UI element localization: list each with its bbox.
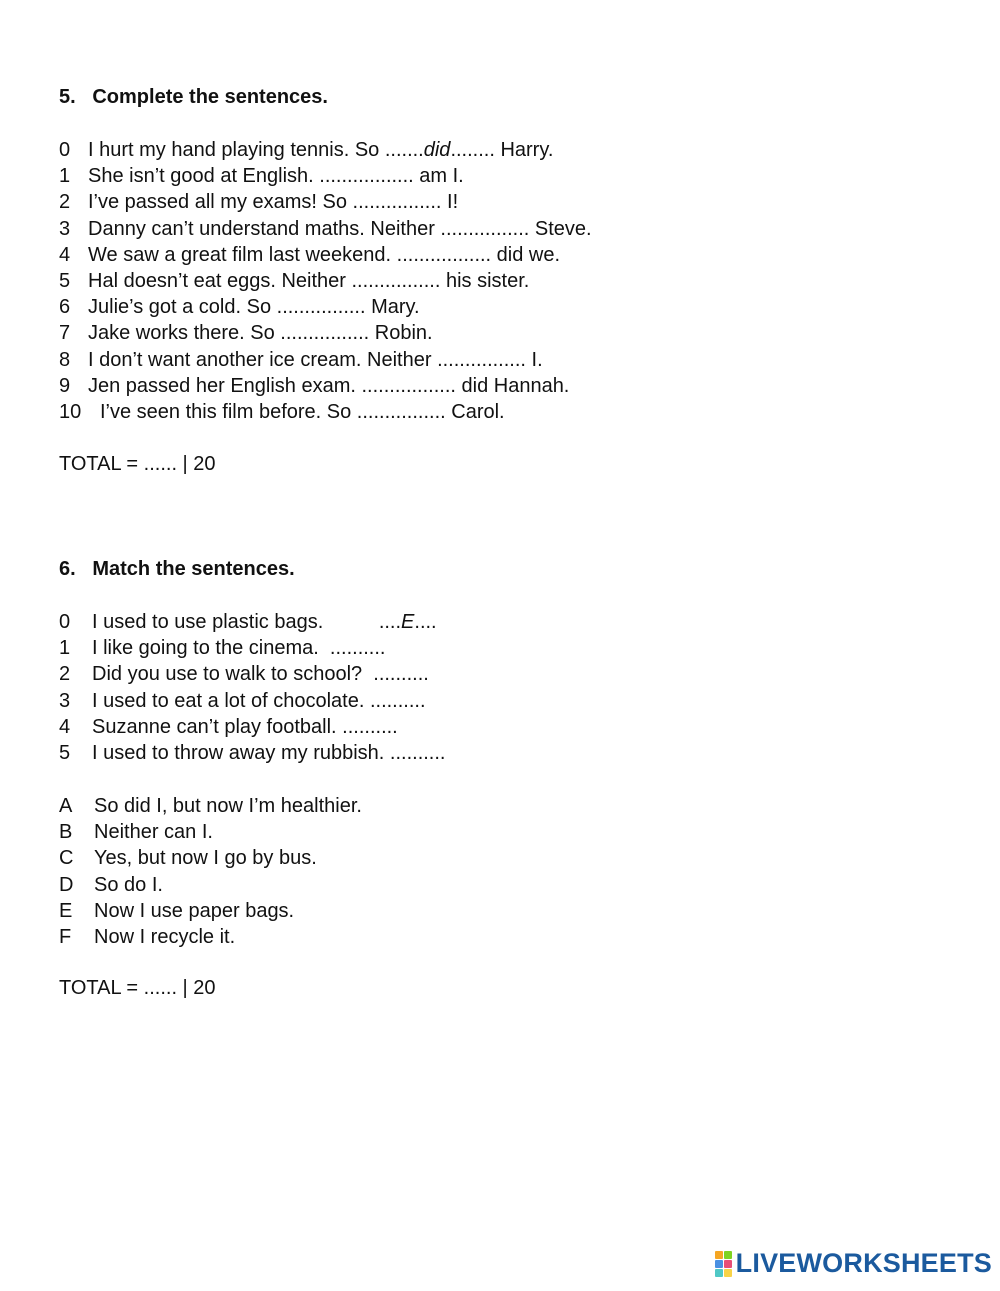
option-letter: F xyxy=(59,925,72,948)
section-5-total: TOTAL = ...... | 20 xyxy=(59,453,216,475)
option-letter: C xyxy=(59,847,74,870)
logo-block xyxy=(715,1269,723,1277)
sentence-number: 9 xyxy=(59,374,71,397)
logo-block xyxy=(715,1260,723,1268)
section-6-options-list xyxy=(59,793,362,950)
sentence-text: We saw a great film last weekend. ................. did we. xyxy=(88,243,561,266)
sentence-number: 6 xyxy=(59,296,71,319)
match-row xyxy=(59,740,445,766)
logo-block xyxy=(724,1260,732,1268)
match-text: Suzanne can’t play football. .......... xyxy=(92,715,398,738)
sentence-row xyxy=(59,320,592,346)
option-letter: D xyxy=(59,873,74,896)
match-text: Did you use to walk to school? .......... xyxy=(92,663,429,686)
match-number: 5 xyxy=(59,741,71,764)
match-row xyxy=(59,714,445,740)
sentence-number: 10 xyxy=(59,400,82,423)
sentence-row xyxy=(59,399,592,425)
sentence-text: Julie’s got a cold. So ................ Mary. xyxy=(88,296,420,319)
match-row xyxy=(59,635,445,661)
logo-text: LIVEWORKSHEETS xyxy=(735,1248,992,1278)
match-text: I like going to the cinema. .......... xyxy=(92,637,386,660)
sentence-text: I hurt my hand playing tennis. So .......did........ Harry. xyxy=(88,139,554,161)
section-5-sentence-list xyxy=(59,137,592,425)
match-text: I used to eat a lot of chocolate. .......... xyxy=(92,689,426,712)
sentence-number: 7 xyxy=(59,322,71,345)
sentence-number: 3 xyxy=(59,217,71,240)
option-letter: B xyxy=(59,821,73,844)
match-row xyxy=(59,688,445,714)
option-text: Yes, but now I go by bus. xyxy=(94,847,317,870)
sentence-number: 2 xyxy=(59,191,71,214)
option-text: Now I use paper bags. xyxy=(94,899,295,922)
sentence-row xyxy=(59,347,592,373)
section-5-heading: 5. Complete the sentences. xyxy=(59,86,328,108)
section-6-heading: 6. Match the sentences. xyxy=(59,558,295,580)
match-number: 0 xyxy=(59,611,71,633)
example-answer: E xyxy=(401,611,415,633)
sentence-row xyxy=(59,137,592,163)
sentence-row xyxy=(59,216,592,242)
sentence-text: I’ve passed all my exams! So ................ I! xyxy=(88,191,459,214)
option-letter: E xyxy=(59,899,73,922)
match-number: 1 xyxy=(59,637,71,660)
option-text: So did I, but now I’m healthier. xyxy=(94,795,362,817)
sentence-number: 1 xyxy=(59,165,71,188)
sentence-number: 0 xyxy=(59,139,71,161)
sentence-row xyxy=(59,294,592,320)
example-answer: did xyxy=(423,139,451,161)
option-text: Now I recycle it. xyxy=(94,925,236,948)
match-number: 2 xyxy=(59,663,71,686)
sentence-text: Jake works there. So ................ Robin. xyxy=(88,322,433,345)
logo-block xyxy=(715,1251,723,1259)
match-number: 4 xyxy=(59,715,71,738)
section-6-total: TOTAL = ...... | 20 xyxy=(59,977,216,999)
logo-mark-icon xyxy=(715,1251,732,1277)
sentence-row xyxy=(59,163,592,189)
option-row xyxy=(59,845,362,871)
sentence-row xyxy=(59,268,592,294)
option-row xyxy=(59,819,362,845)
match-number: 3 xyxy=(59,689,71,712)
logo-block xyxy=(724,1269,732,1277)
option-row xyxy=(59,793,362,819)
option-row xyxy=(59,872,362,898)
sentence-row xyxy=(59,189,592,215)
sentence-row xyxy=(59,373,592,399)
match-text: I used to use plastic bags. ....E.... xyxy=(92,611,437,633)
sentence-row xyxy=(59,242,592,268)
sentence-number: 5 xyxy=(59,269,71,292)
option-letter: A xyxy=(59,795,73,817)
sentence-number: 8 xyxy=(59,348,71,371)
option-row xyxy=(59,898,362,924)
option-text: So do I. xyxy=(94,873,163,896)
logo-block xyxy=(724,1251,732,1259)
option-text: Neither can I. xyxy=(94,821,213,844)
sentence-text: I’ve seen this film before. So ................ Carol. xyxy=(100,400,505,423)
sentence-text: She isn’t good at English. ................. am I. xyxy=(88,165,464,188)
sentence-number: 4 xyxy=(59,243,71,266)
sentence-text: I don’t want another ice cream. Neither ................ I. xyxy=(88,348,543,371)
match-row xyxy=(59,609,445,635)
section-6-sentence-list xyxy=(59,609,445,766)
match-row xyxy=(59,661,445,687)
sentence-text: Danny can’t understand maths. Neither ................ Steve. xyxy=(88,217,592,240)
option-row xyxy=(59,924,362,950)
sentence-text: Jen passed her English exam. ................. did Hannah. xyxy=(88,374,570,397)
liveworksheets-logo xyxy=(715,1248,992,1279)
match-text: I used to throw away my rubbish. .......... xyxy=(92,741,446,764)
sentence-text: Hal doesn’t eat eggs. Neither ................ his sister. xyxy=(88,269,530,292)
